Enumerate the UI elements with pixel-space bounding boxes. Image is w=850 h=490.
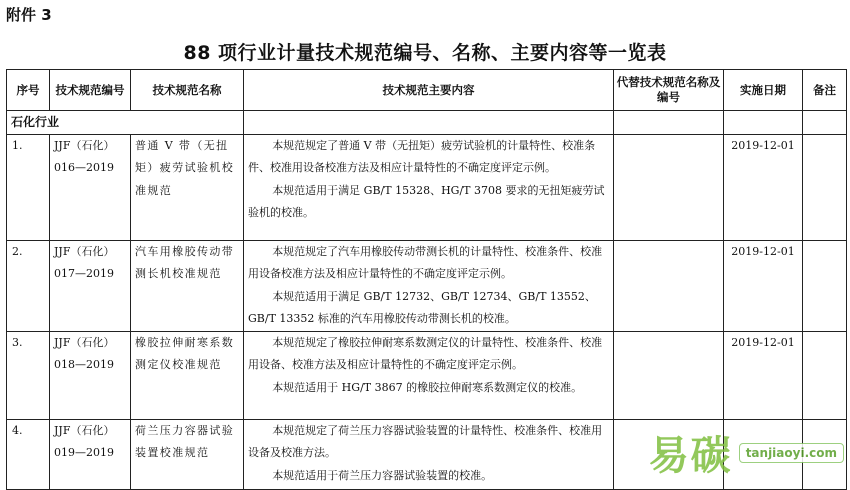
annex-label: 附件 3: [6, 6, 52, 24]
row-replaced: [614, 331, 724, 419]
row-name: 荷兰压力容器试验装置校准规范: [131, 419, 244, 489]
row-content-scope: 本规范规定了橡胶拉伸耐寒系数测定仪的计量特性、校准条件、校准用设备、校准方法及相应计量特性的不确定度评定示例。: [248, 335, 603, 371]
row-content-applicability: 本规范适用于满足 GB/T 15328、HG/T 3708 要求的无扭矩疲劳试验机的校准。: [248, 183, 605, 219]
row-name: 汽车用橡胶传动带测长机校准规范: [131, 240, 244, 331]
row-content-applicability: 本规范适用于荷兰压力容器试验装置的校准。: [272, 468, 493, 482]
row-content-scope: 本规范规定了荷兰压力容器试验装置的计量特性、校准条件、校准用设备及校准方法。: [248, 423, 603, 459]
table-row: [7, 134, 847, 240]
row-remark: [803, 331, 847, 419]
row-name: 橡胶拉伸耐寒系数测定仪校准规范: [131, 331, 244, 419]
row-remark: [803, 134, 847, 240]
row-content: [244, 419, 614, 489]
header-content: 技术规范主要内容: [244, 70, 614, 111]
row-code: JJF（石化）018—2019: [50, 331, 131, 419]
watermark-url: tanjiaoyi.com: [739, 443, 844, 463]
row-content: [244, 331, 614, 419]
row-remark: [803, 240, 847, 331]
row-replaced: [614, 240, 724, 331]
row-content-scope: 本规范规定了普通 V 带（无扭矩）疲劳试验机的计量特性、校准条件、校准用设备校准方法及相应计量特性的不确定度评定示例。: [248, 138, 596, 174]
row-content: [244, 240, 614, 331]
row-code: JJF（石化）017—2019: [50, 240, 131, 331]
row-date: 2019-12-01: [724, 240, 803, 331]
table-row: [7, 331, 847, 419]
row-content-applicability: 本规范适用于 HG/T 3867 的橡胶拉伸耐寒系数测定仪的校准。: [272, 380, 583, 394]
table-row: [7, 240, 847, 331]
page-title: 88 项行业计量技术规范编号、名称、主要内容等一览表: [183, 42, 667, 64]
row-content-scope: 本规范规定了汽车用橡胶传动带测长机的计量特性、校准条件、校准用设备校准方法及相应计量特性的不确定度评定示例。: [248, 244, 603, 280]
row-number: 4.: [7, 419, 50, 489]
site-watermark: [649, 424, 844, 481]
row-content-applicability: 本规范适用于满足 GB/T 12732、GB/T 12734、GB/T 13552、GB/T 13352 标准的汽车用橡胶传动带测长机的校准。: [248, 289, 596, 325]
row-number: 1.: [7, 134, 50, 240]
row-number: 3.: [7, 331, 50, 419]
row-code: JJF（石化）016—2019: [50, 134, 131, 240]
row-name: 普通 V 带（无扭矩）疲劳试验机校准规范: [131, 134, 244, 240]
section-label: 石化行业: [7, 111, 244, 135]
row-date: 2019-12-01: [724, 331, 803, 419]
watermark-brand: 易碳: [648, 433, 733, 479]
row-code: JJF（石化）019—2019: [50, 419, 131, 489]
header-replaced: 代替技术规范名称及编号: [614, 70, 724, 111]
header-name: 技术规范名称: [131, 70, 244, 111]
header-code: 技术规范编号: [50, 70, 131, 111]
header-no: 序号: [7, 70, 50, 111]
row-replaced: [614, 134, 724, 240]
header-remark: 备注: [803, 70, 847, 111]
row-date: 2019-12-01: [724, 134, 803, 240]
row-content: [244, 134, 614, 240]
section-row: [7, 111, 847, 135]
header-date: 实施日期: [724, 70, 803, 111]
row-number: 2.: [7, 240, 50, 331]
table-header-row: [7, 70, 847, 111]
